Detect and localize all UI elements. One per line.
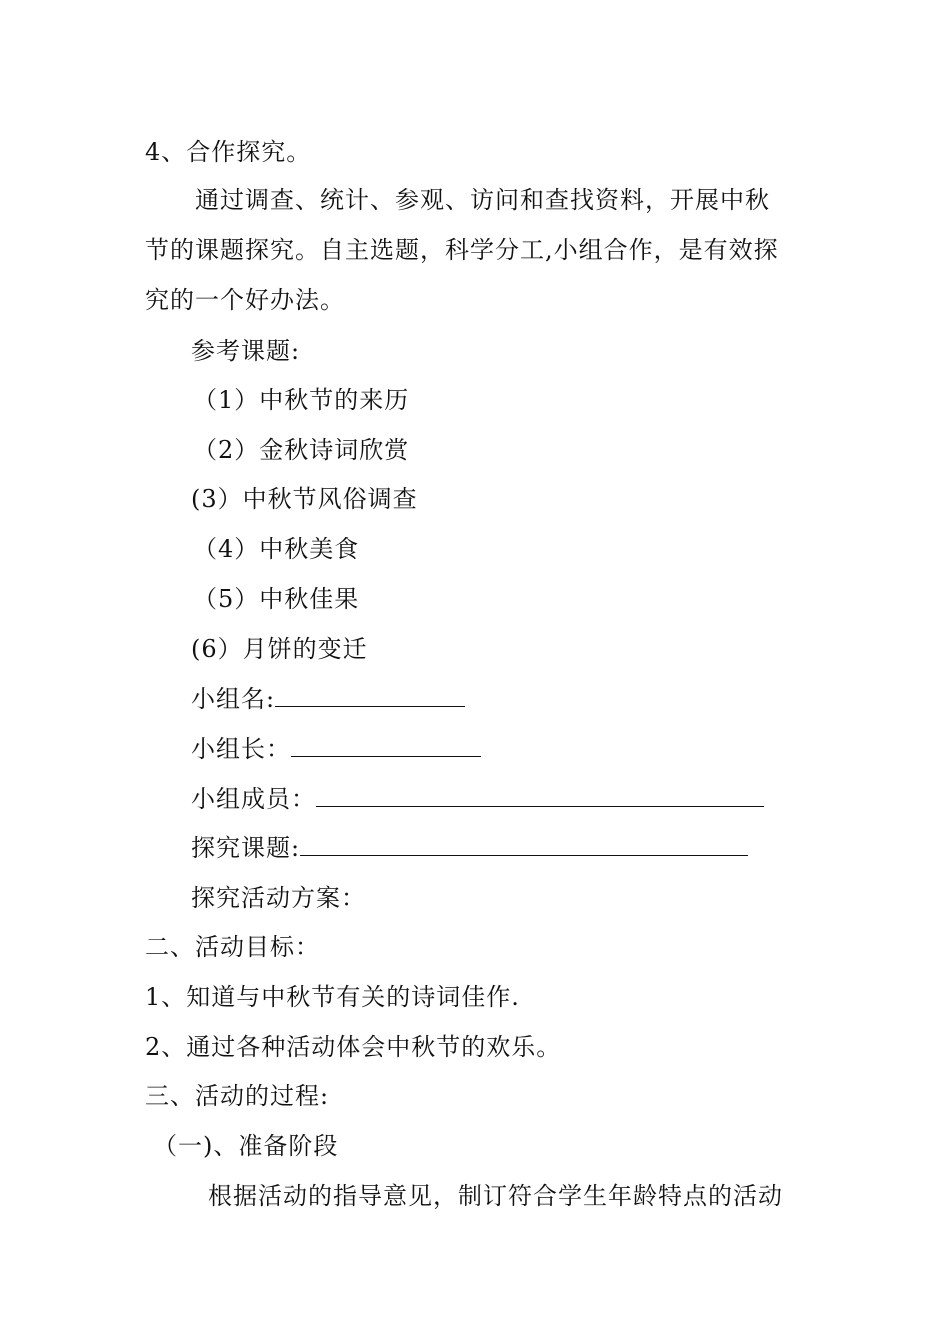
- paragraph-line: 究的一个好办法。: [145, 286, 345, 314]
- group-members-blank[interactable]: [316, 784, 764, 807]
- group-members-label: 小组成员：: [191, 785, 316, 813]
- section-heading-process: 三、活动的过程:: [145, 1082, 330, 1110]
- topic-item: （1）中秋节的来历: [193, 386, 410, 414]
- group-leader-field: [191, 734, 481, 764]
- topic-item: (3）中秋节风俗调查: [191, 485, 418, 513]
- paragraph-line: 节的课题探究。自主选题，科学分工,小组合作，是有效探: [145, 236, 779, 264]
- goal-item: 2、通过各种活动体会中秋节的欢乐。: [145, 1033, 562, 1061]
- activity-plan-label: 探究活动方案：: [191, 884, 366, 912]
- subsection-heading-preparation: （一)、准备阶段: [153, 1132, 339, 1160]
- group-leader-blank[interactable]: [291, 734, 481, 757]
- topic-label: 探究课题:: [191, 834, 301, 862]
- group-name-blank[interactable]: [275, 684, 465, 707]
- topic-item: （2）金秋诗词欣赏: [193, 436, 410, 464]
- paragraph-line: 通过调查、统计、参观、访问和查找资料，开展中秋: [195, 186, 770, 214]
- paragraph-line: 根据活动的指导意见，制订符合学生年龄特点的活动: [208, 1182, 783, 1210]
- topic-blank[interactable]: [300, 833, 748, 856]
- topic-item: (6）月饼的变迁: [191, 635, 368, 663]
- group-leader-label: 小组长：: [191, 735, 291, 763]
- group-name-label: 小组名:: [191, 685, 276, 713]
- goal-item: 1、知道与中秋节有关的诗词佳作.: [145, 983, 520, 1011]
- topic-field: [191, 833, 748, 863]
- heading-cooperative-inquiry: 4、合作探究。: [145, 138, 312, 166]
- section-heading-goals: 二、活动目标：: [145, 933, 320, 961]
- group-name-field: [191, 684, 465, 714]
- topic-item: （4）中秋美食: [193, 535, 360, 563]
- group-members-field: [191, 784, 764, 814]
- topic-item: （5）中秋佳果: [193, 585, 360, 613]
- reference-topics-label: 参考课题:: [191, 337, 301, 365]
